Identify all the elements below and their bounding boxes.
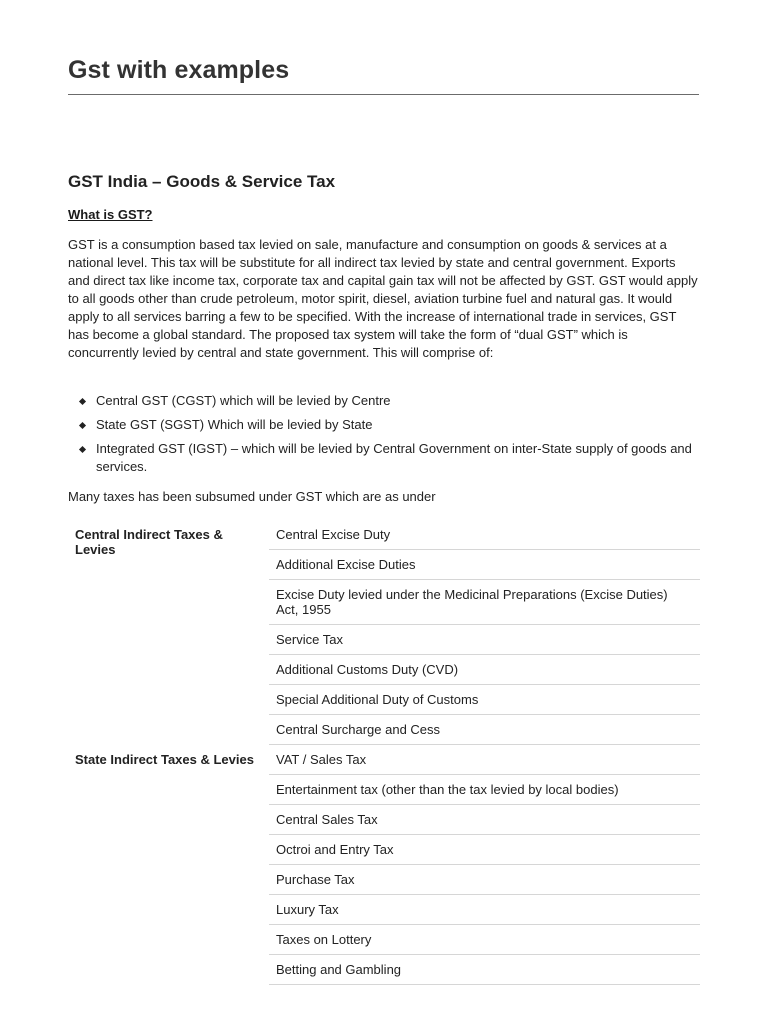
list-item-text: State GST (SGST) Which will be levied by State: [96, 417, 373, 432]
group-label-state: State Indirect Taxes & Levies: [75, 751, 254, 767]
table-cell: Taxes on Lottery: [269, 925, 700, 955]
bullet-diamond-icon: [79, 398, 86, 405]
list-item: [68, 440, 700, 476]
intro-paragraph: GST is a consumption based tax levied on sale, manufacture and consumption on goods & services at a national level. This tax will be substitute for all indirect tax levied by state and central government. Exports and direct tax like income tax, corporate tax and capital gain tax will not be affected by GST. GST would apply to all goods other than crude petroleum, motor spirit, diesel, aviation turbine fuel and natural gas. It would apply to all services barring a few to be specified. With the increase of international trade in services, GST has become a global standard. The proposed tax system will take the form of “dual GST” which is concurrently levied by central and state government. This will comprise of:: [68, 237, 698, 360]
list-item: [68, 416, 700, 434]
group-label-central: Central Indirect Taxes & Levies: [75, 527, 223, 557]
table-cell: Entertainment tax (other than the tax levied by local bodies): [269, 775, 700, 805]
table-cell: Excise Duty levied under the Medicinal Preparations (Excise Duties) Act, 1955: [269, 580, 700, 625]
table-cell: Central Sales Tax: [269, 805, 700, 835]
table-row: [68, 745, 700, 775]
bullet-diamond-icon: [79, 422, 86, 429]
list-item: [68, 392, 700, 410]
table-cell: Central Surcharge and Cess: [269, 715, 700, 745]
list-item-text: Integrated GST (IGST) – which will be levied by Central Government on inter-State supply of goods and services.: [96, 441, 692, 474]
section-heading: GST India – Goods & Service Tax: [68, 172, 336, 191]
table-cell: Luxury Tax: [269, 895, 700, 925]
table-cell: Betting and Gambling: [269, 955, 700, 985]
table-cell: Octroi and Entry Tax: [269, 835, 700, 865]
subsumed-taxes-table: [68, 520, 700, 985]
subsumed-intro: Many taxes has been subsumed under GST which are as under: [68, 489, 436, 504]
page-title: Gst with examples: [68, 56, 290, 84]
table-cell: VAT / Sales Tax: [269, 745, 700, 775]
table-cell: Additional Excise Duties: [269, 550, 700, 580]
gst-types-list: [68, 392, 700, 482]
table-cell: Service Tax: [269, 625, 700, 655]
list-item-text: Central GST (CGST) which will be levied by Centre: [96, 393, 391, 408]
table-cell: Additional Customs Duty (CVD): [269, 655, 700, 685]
table-cell: Central Excise Duty: [269, 520, 700, 550]
table-cell: Special Additional Duty of Customs: [269, 685, 700, 715]
title-divider: [68, 94, 699, 95]
table-row: [68, 520, 700, 550]
bullet-diamond-icon: [79, 446, 86, 453]
table-cell: Purchase Tax: [269, 865, 700, 895]
sub-heading-what-is-gst: What is GST?: [68, 207, 153, 222]
